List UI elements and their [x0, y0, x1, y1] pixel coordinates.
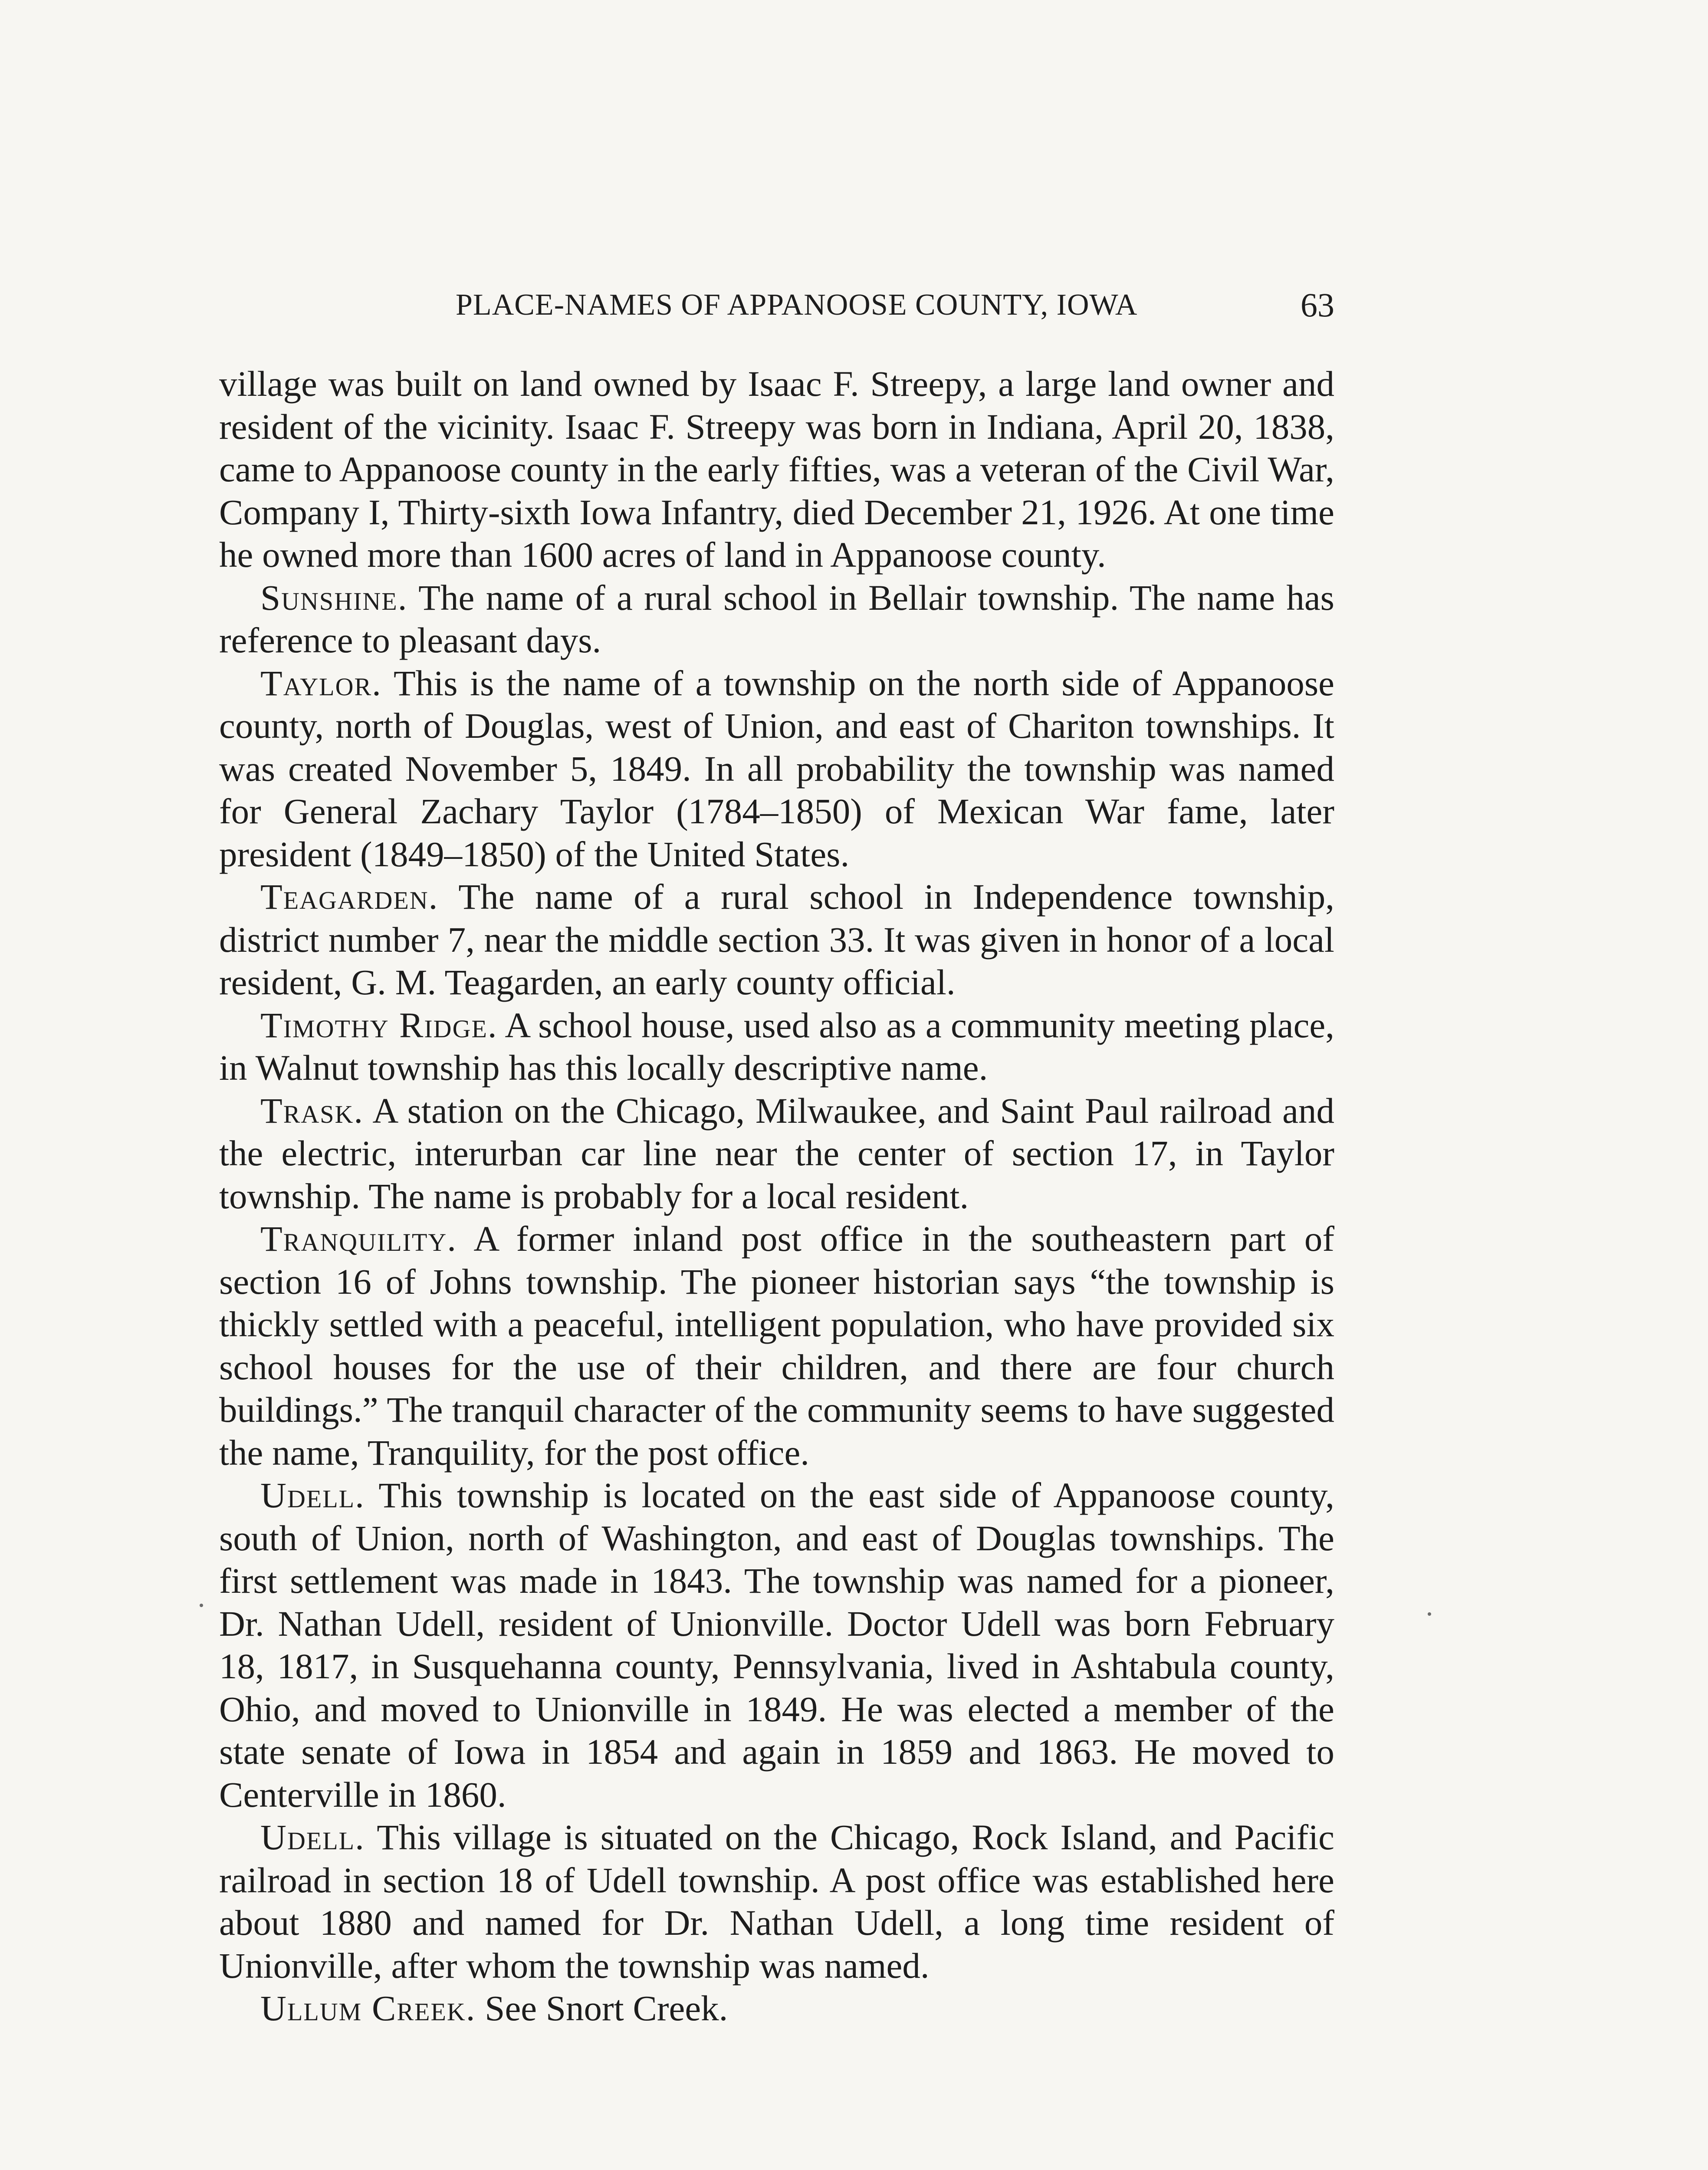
entry-teagarden — [219, 875, 1334, 1004]
entry-text: This village is situated on the Chicago, Rock Island, and Pacific railroad in section 18 of Udell township. A post office was established here about 1880 and named for Dr. Nathan Udell, a long time resident of Unionville, after whom the township was named. — [219, 1817, 1334, 1986]
entry-text: This township is located on the east side of Appanoose county, south of Union, north of Washington, and east of Douglas townships. The first settlement was made in 1843. The township was named for a pioneer, Dr. Nathan Udell, resident of Unionville. Doctor Udell was born February 18, 1817, in Susquehanna county, Pennsylvania, lived in Ashtabula county, Ohio, and moved to Unionville in 1849. He was elected a member of the state senate of Iowa in 1854 and again in 1859 and 1863. He moved to Centerville in 1860. — [219, 1475, 1334, 1815]
entry-headword: Udell. — [260, 1817, 365, 1857]
entry-headword: Ullum Creek. — [260, 1988, 476, 2028]
paper-speck — [200, 1604, 203, 1607]
entry-headword: Udell. — [260, 1475, 365, 1515]
paper-speck — [1428, 1612, 1431, 1616]
entry-udell-village — [219, 1816, 1334, 1987]
entry-text: See Snort Creek. — [485, 1988, 728, 2028]
entry-text: A station on the Chicago, Milwaukee, and Saint Paul railroad and the electric, interurban car line near the center of section 17, in Taylor township. The name is probably for a local resident. — [219, 1090, 1334, 1216]
continued-paragraph: village was built on land owned by Isaac F. Streepy, a large land owner and resident of the vicinity. Isaac F. Streepy was born in Indiana, April 20, 1838, came to Appanoose county in the early fifties, was a veteran of the Civil War, Company I, Thirty-sixth Iowa Infantry, died December 21, 1926. At one time he owned more than 1600 acres of land in Appanoose county. — [219, 364, 1334, 575]
entry-udell-township — [219, 1474, 1334, 1816]
entry-headword: Trask. — [260, 1090, 364, 1131]
entry-text: This is the name of a township on the north side of Appanoose county, north of Douglas, west of Union, and east of Chariton townships. It was created November 5, 1849. In all probability the township was named for General Zachary Taylor (1784–1850) of Mexican War fame, later president (1849–1850) of the United States. — [219, 663, 1334, 874]
entry-timothy-ridge — [219, 1004, 1334, 1089]
entry-headword: Timothy Ridge. — [260, 1005, 498, 1045]
running-title: PLACE-NAMES OF APPANOOSE COUNTY, IOWA — [456, 288, 1138, 322]
entry-sunshine — [219, 576, 1334, 662]
entry-text: A former inland post office in the southeastern part of section 16 of Johns township. The pioneer historian says “the township is thickly settled with a peaceful, intelligent population, who have provided six school houses for the use of their children, and there are four church buildings.” The tranquil character of the community seems to have suggested the name, Tranquility, for the post office. — [219, 1219, 1334, 1473]
entry-text: A school house, used also as a community meeting place, in Walnut township has this locally descriptive name. — [219, 1005, 1334, 1088]
running-head — [219, 281, 1334, 329]
page-number: 63 — [1301, 286, 1334, 324]
entry-text: The name of a rural school in Independence township, district number 7, near the middle section 33. It was given in honor of a local resident, G. M. Teagarden, an early county official. — [219, 877, 1334, 1002]
body-text — [219, 362, 1334, 2030]
entry-taylor — [219, 662, 1334, 876]
entry-trask — [219, 1089, 1334, 1218]
entry-headword: Taylor. — [260, 663, 382, 703]
entry-text: The name of a rural school in Bellair township. The name has reference to pleasant days. — [219, 577, 1334, 660]
entry-tranquility — [219, 1217, 1334, 1474]
entry-headword: Tranquility. — [260, 1219, 457, 1259]
entry-ullum-creek — [219, 1987, 1334, 2030]
entry-headword: Teagarden. — [260, 877, 439, 917]
entry-headword: Sunshine. — [260, 577, 408, 618]
